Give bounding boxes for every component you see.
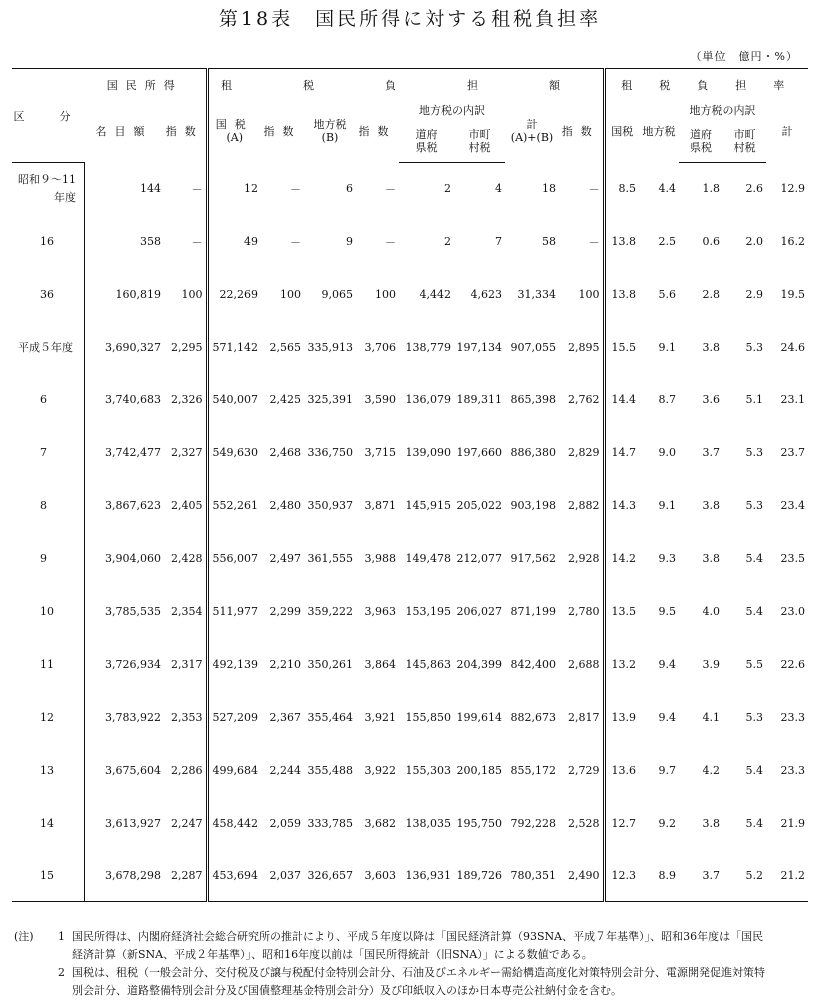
cell-national-income: 3,742,477 xyxy=(105,445,161,459)
cell-rate-total: 22.6 xyxy=(780,657,805,671)
cell-national-income-index: 2,428 xyxy=(164,532,207,585)
cell-local-tax: 359,222 xyxy=(307,604,353,618)
cell-rate-prefectural-tax: 4.1 xyxy=(702,710,720,724)
cell-national-tax: 49 xyxy=(244,235,258,248)
cell-rate-municipal-tax: 5.3 xyxy=(745,498,763,512)
cell-national-tax: 511,977 xyxy=(212,604,258,618)
cell-national-tax-index: 2,468 xyxy=(269,445,301,459)
cell-rate-national-tax: 14.7 xyxy=(611,445,636,459)
cell-local-tax: 361,555 xyxy=(307,551,353,565)
cell-total-tax-index: 2,882 xyxy=(559,479,604,532)
cell-rate-total: 21.9 xyxy=(780,816,805,830)
cell-rate-local-tax: 9.3 xyxy=(658,551,676,565)
cell-municipal-tax: 205,022 xyxy=(456,498,502,512)
cell-local-tax-index: 3,864 xyxy=(364,657,396,671)
header-rate-national: 国税 xyxy=(611,125,634,139)
table-row xyxy=(12,532,808,585)
header-ni-index: 指数 xyxy=(164,100,207,163)
table-row xyxy=(12,850,808,902)
cell-rate-municipal-tax: 5.2 xyxy=(723,850,766,902)
cell-total-tax: 31,334 xyxy=(517,288,556,301)
cell-rate-total: 23.3 xyxy=(780,763,805,777)
cell-municipal-tax: 199,614 xyxy=(456,710,502,724)
cell-national-income-index: 2,247 xyxy=(164,797,207,850)
cell-rate-municipal-tax: 5.3 xyxy=(745,445,763,459)
cell-local-tax-index: 3,871 xyxy=(364,498,396,512)
cell-local-tax: 6 xyxy=(346,182,353,195)
cell-rate-national-tax: 13.6 xyxy=(611,763,636,777)
table-row xyxy=(12,585,808,638)
cell-national-income: 3,783,922 xyxy=(105,710,161,724)
cell-municipal-tax: 200,185 xyxy=(456,763,502,777)
cell-national-income: 3,904,060 xyxy=(105,551,161,565)
cell-national-tax: 540,007 xyxy=(212,393,258,406)
row-label: 平成５年度 xyxy=(12,321,84,374)
cell-rate-local-tax: 5.6 xyxy=(658,288,676,301)
header-local-breakdown: 地方税の内訳 xyxy=(419,104,485,117)
cell-municipal-tax: 189,311 xyxy=(456,393,502,406)
cell-local-tax: 9,065 xyxy=(321,288,353,301)
cell-total-tax: 907,055 xyxy=(510,340,556,354)
cell-national-tax-index: 2,565 xyxy=(269,340,301,354)
cell-local-tax: 350,937 xyxy=(307,498,353,512)
cell-rate-total: 21.2 xyxy=(766,850,808,902)
cell-rate-municipal-tax: 5.4 xyxy=(745,551,763,565)
header-prefectural: 道府 県税 xyxy=(399,120,454,163)
cell-local-tax-index: 3,921 xyxy=(364,710,396,724)
cell-rate-total: 12.9 xyxy=(780,182,805,195)
row-label: 14 xyxy=(12,797,84,850)
row-label: 13 xyxy=(12,744,84,797)
row-label: 12 xyxy=(12,691,84,744)
note-2 xyxy=(14,964,810,1000)
table-row xyxy=(12,691,808,744)
cell-rate-prefectural-tax: 3.8 xyxy=(702,816,720,830)
cell-local-tax: 325,391 xyxy=(307,393,353,406)
cell-rate-local-tax: 9.1 xyxy=(658,498,676,512)
cell-rate-municipal-tax: 2.6 xyxy=(745,182,763,196)
cell-local-tax-index: 3,715 xyxy=(364,445,396,459)
cell-prefectural-tax: 4,442 xyxy=(419,288,451,301)
cell-total-tax-index: － xyxy=(559,215,604,269)
cell-national-tax: 552,261 xyxy=(212,498,258,512)
header-national-tax: 国税 (A) xyxy=(215,118,254,145)
cell-national-income-index: 2,327 xyxy=(164,426,207,479)
cell-national-income-index: 2,354 xyxy=(164,585,207,638)
cell-total-tax-index: 2,817 xyxy=(559,691,604,744)
cell-total-tax: 871,199 xyxy=(510,604,556,618)
cell-rate-prefectural-tax: 3.8 xyxy=(702,498,720,512)
table-row xyxy=(12,269,808,321)
cell-national-tax-index: － xyxy=(290,182,301,196)
header-tax-burden-rate: 租 税 負 担 率 xyxy=(604,69,808,101)
cell-rate-prefectural-tax: 1.8 xyxy=(702,182,720,196)
cell-total-tax-index: 2,895 xyxy=(559,321,604,374)
unit-label: （単位 億円・%） xyxy=(690,50,798,63)
cell-rate-national-tax: 8.5 xyxy=(618,182,636,195)
cell-prefectural-tax: 149,478 xyxy=(405,551,451,565)
table-row xyxy=(12,797,808,850)
cell-rate-national-tax: 13.2 xyxy=(611,657,636,671)
cell-national-income-index: 2,353 xyxy=(164,691,207,744)
cell-total-tax: 842,400 xyxy=(510,657,556,671)
cell-rate-national-tax: 12.7 xyxy=(611,816,636,830)
cell-rate-local-tax: 9.4 xyxy=(658,710,676,724)
cell-national-income-index: 2,317 xyxy=(164,638,207,691)
header-kubun: 区 分 xyxy=(12,69,84,163)
cell-national-income-index: － xyxy=(164,215,207,269)
cell-rate-municipal-tax: 2.9 xyxy=(745,288,763,301)
cell-municipal-tax: 197,134 xyxy=(456,340,502,354)
cell-total-tax-index: 2,928 xyxy=(559,532,604,585)
cell-rate-total: 19.5 xyxy=(780,288,805,301)
table-row xyxy=(12,321,808,374)
cell-local-tax: 335,913 xyxy=(307,340,353,354)
cell-rate-local-tax: 9.4 xyxy=(658,657,676,671)
cell-national-tax-index: － xyxy=(290,235,301,249)
header-total-index: 指数 xyxy=(559,100,604,163)
cell-local-tax: 333,785 xyxy=(307,816,353,830)
page-title: 第18表 国民所得に対する租税負担率 xyxy=(218,8,602,30)
header-local-tax: 地方税 (B) xyxy=(313,118,347,145)
cell-total-tax: 792,228 xyxy=(510,816,556,830)
row-label: 36 xyxy=(12,269,84,321)
cell-national-income: 3,740,683 xyxy=(105,393,161,406)
table-row xyxy=(12,479,808,532)
cell-national-income: 3,678,298 xyxy=(84,850,164,902)
table-row xyxy=(12,638,808,691)
cell-prefectural-tax: 138,779 xyxy=(405,340,451,354)
cell-rate-municipal-tax: 5.5 xyxy=(745,657,763,671)
cell-rate-total: 23.5 xyxy=(780,551,805,565)
cell-national-tax: 453,694 xyxy=(207,850,261,902)
cell-municipal-tax: 7 xyxy=(495,235,502,248)
cell-prefectural-tax: 145,863 xyxy=(405,657,451,671)
cell-rate-local-tax: 9.2 xyxy=(658,816,676,830)
cell-rate-prefectural-tax: 3.8 xyxy=(702,340,720,354)
cell-rate-total: 23.4 xyxy=(780,498,805,512)
header-municipal: 市町 村税 xyxy=(454,120,505,163)
cell-local-tax-index: 3,590 xyxy=(364,393,396,406)
cell-total-tax: 58 xyxy=(542,235,556,248)
cell-local-tax: 355,464 xyxy=(307,710,353,724)
cell-rate-national-tax: 13.8 xyxy=(611,235,636,248)
cell-prefectural-tax: 2 xyxy=(444,235,451,248)
cell-rate-total: 23.3 xyxy=(780,710,805,724)
cell-total-tax: 903,198 xyxy=(510,498,556,512)
cell-municipal-tax: 204,399 xyxy=(456,657,502,671)
cell-national-income: 3,690,327 xyxy=(105,340,161,354)
header-rate-municipal: 市町 村税 xyxy=(723,120,766,163)
header-rate-prefectural: 道府 県税 xyxy=(679,120,723,163)
cell-total-tax-index: 2,829 xyxy=(559,426,604,479)
cell-local-tax-index: 3,988 xyxy=(364,551,396,565)
cell-local-tax-index: 3,706 xyxy=(364,340,396,354)
cell-rate-local-tax: 9.1 xyxy=(658,340,676,354)
cell-rate-local-tax: 8.9 xyxy=(639,850,679,902)
cell-local-tax-index: － xyxy=(385,235,396,249)
cell-total-tax: 18 xyxy=(542,182,556,195)
note-1-number: 1 xyxy=(58,930,65,943)
notes-label: (注) xyxy=(14,930,34,943)
cell-national-tax-index: 2,037 xyxy=(261,850,304,902)
header-tax-burden-amount: 租 税 負 担 額 xyxy=(207,69,604,101)
cell-prefectural-tax: 136,931 xyxy=(399,850,454,902)
cell-prefectural-tax: 139,090 xyxy=(405,445,451,459)
cell-rate-prefectural-tax: 3.8 xyxy=(702,551,720,565)
cell-prefectural-tax: 155,850 xyxy=(405,710,451,724)
cell-prefectural-tax: 153,195 xyxy=(405,604,451,618)
cell-rate-local-tax: 8.7 xyxy=(658,393,676,406)
cell-national-tax-index: 2,480 xyxy=(269,498,301,512)
cell-municipal-tax: 206,027 xyxy=(456,604,502,618)
cell-national-income: 3,613,927 xyxy=(105,816,161,830)
cell-total-tax-index: 2,780 xyxy=(559,585,604,638)
cell-rate-municipal-tax: 2.0 xyxy=(745,235,763,248)
cell-rate-prefectural-tax: 3.9 xyxy=(702,657,720,671)
cell-rate-national-tax: 13.5 xyxy=(611,604,636,618)
cell-national-tax: 22,269 xyxy=(219,288,258,301)
cell-local-tax-index: 3,682 xyxy=(364,816,396,830)
cell-rate-prefectural-tax: 0.6 xyxy=(702,235,720,248)
cell-national-tax-index: 2,425 xyxy=(269,393,301,406)
cell-rate-local-tax: 9.0 xyxy=(658,445,676,459)
cell-municipal-tax: 189,726 xyxy=(454,850,505,902)
cell-national-tax-index: 2,244 xyxy=(269,763,301,777)
row-label: 8 xyxy=(12,479,84,532)
cell-rate-total: 23.0 xyxy=(780,604,805,618)
cell-rate-national-tax: 15.5 xyxy=(611,340,636,354)
cell-total-tax-index: 2,729 xyxy=(559,744,604,797)
header-rate-local-breakdown: 地方税の内訳 xyxy=(689,104,756,117)
cell-national-income: 3,867,623 xyxy=(105,498,161,512)
cell-rate-local-tax: 9.7 xyxy=(658,763,676,777)
cell-local-tax-index: 3,603 xyxy=(356,850,399,902)
cell-rate-national-tax: 14.2 xyxy=(611,551,636,565)
note-1-line-2: 経済計算（新SNA、平成２年基準）」、昭和16年度以前は「国民所得統計（旧SNA）」による数値である。 xyxy=(72,948,593,961)
table-row xyxy=(12,426,808,479)
cell-rate-municipal-tax: 5.1 xyxy=(745,393,763,406)
cell-national-tax-index: 2,059 xyxy=(269,816,301,830)
cell-national-income-index: 2,287 xyxy=(164,850,207,902)
tax-burden-table xyxy=(12,68,808,902)
cell-prefectural-tax: 2 xyxy=(444,182,451,196)
cell-national-tax: 556,007 xyxy=(212,551,258,565)
cell-national-income: 144 xyxy=(140,182,161,195)
cell-national-tax: 499,684 xyxy=(212,763,258,777)
cell-local-tax-index: 100 xyxy=(375,288,396,301)
cell-national-income-index: 2,326 xyxy=(164,374,207,426)
cell-national-tax-index: 2,210 xyxy=(269,657,301,671)
cell-total-tax: 882,673 xyxy=(510,710,556,724)
cell-rate-local-tax: 4.4 xyxy=(658,182,676,195)
note-1 xyxy=(14,928,810,964)
cell-national-tax-index: 2,497 xyxy=(269,551,301,565)
cell-total-tax: 886,380 xyxy=(510,445,556,459)
header-rate-total: 計 xyxy=(781,125,793,139)
row-label: 7 xyxy=(12,426,84,479)
cell-rate-total: 23.7 xyxy=(780,445,805,459)
header-lt-index: 指数 xyxy=(358,125,397,139)
cell-total-tax: 865,398 xyxy=(510,393,556,406)
cell-local-tax: 336,750 xyxy=(307,445,353,459)
cell-rate-municipal-tax: 5.4 xyxy=(745,604,763,618)
cell-rate-total: 23.1 xyxy=(780,393,805,406)
cell-rate-total: 16.2 xyxy=(780,235,805,248)
cell-municipal-tax: 212,077 xyxy=(456,551,502,565)
cell-national-tax: 458,442 xyxy=(212,816,258,830)
cell-national-tax: 549,630 xyxy=(212,445,258,459)
cell-national-income-index: 2,295 xyxy=(164,321,207,374)
cell-rate-prefectural-tax: 3.6 xyxy=(702,393,720,406)
cell-rate-total: 24.6 xyxy=(780,340,805,354)
cell-local-tax: 326,657 xyxy=(304,850,356,902)
row-label: 6 xyxy=(12,374,84,426)
cell-national-income: 358 xyxy=(140,235,161,248)
cell-rate-local-tax: 9.5 xyxy=(658,604,676,618)
cell-national-income-index: 2,286 xyxy=(164,744,207,797)
cell-total-tax-index: 2,528 xyxy=(559,797,604,850)
cell-rate-national-tax: 13.8 xyxy=(611,288,636,301)
cell-total-tax-index: 2,762 xyxy=(559,374,604,426)
row-label: 11 xyxy=(12,638,84,691)
note-2-line-1: 国税は、租税（一般会計分、交付税及び譲与税配付金特別会計分、石油及びエネルギー需給構造高度化対策特別会計分、電源開発促進対策特 xyxy=(72,966,765,979)
cell-local-tax-index: 3,963 xyxy=(364,604,396,618)
cell-total-tax: 917,562 xyxy=(510,551,556,565)
header-rate-local: 地方税 xyxy=(642,125,676,139)
cell-rate-national-tax: 14.4 xyxy=(611,393,636,406)
cell-national-tax-index: 2,299 xyxy=(269,604,301,618)
note-2-line-2: 別会計分、道路整備特別会計分及び国債整理基金特別会計分）及び印紙収入のほか日本専売公社納付金を含む。 xyxy=(72,984,622,997)
cell-rate-prefectural-tax: 3.7 xyxy=(702,445,720,459)
cell-national-tax-index: 2,367 xyxy=(269,710,301,724)
cell-national-tax: 12 xyxy=(244,182,258,195)
header-national-income: 国民所得 xyxy=(84,69,207,101)
table-row xyxy=(12,744,808,797)
cell-total-tax-index: － xyxy=(559,163,604,215)
cell-rate-national-tax: 12.3 xyxy=(604,850,639,902)
cell-national-income: 160,819 xyxy=(115,288,161,301)
cell-local-tax-index: 3,922 xyxy=(364,763,396,777)
cell-national-income-index: 100 xyxy=(164,269,207,321)
cell-rate-municipal-tax: 5.3 xyxy=(745,340,763,354)
cell-national-tax: 527,209 xyxy=(212,710,258,724)
cell-prefectural-tax: 145,915 xyxy=(405,498,451,512)
row-label: 昭和９～11 年度 xyxy=(12,163,84,215)
row-label: 10 xyxy=(12,585,84,638)
cell-rate-national-tax: 13.9 xyxy=(611,710,636,724)
cell-municipal-tax: 4,623 xyxy=(470,288,502,301)
row-label: 16 xyxy=(12,215,84,269)
cell-total-tax-index: 2,490 xyxy=(559,850,604,902)
cell-prefectural-tax: 155,303 xyxy=(405,763,451,777)
cell-municipal-tax: 4 xyxy=(495,182,502,196)
cell-rate-municipal-tax: 5.3 xyxy=(745,710,763,724)
cell-national-tax-index: 100 xyxy=(280,288,301,301)
cell-national-income-index: 2,405 xyxy=(164,479,207,532)
cell-rate-prefectural-tax: 2.8 xyxy=(702,288,720,301)
header-total: 計 (A)+(B) xyxy=(510,118,554,145)
cell-rate-prefectural-tax: 4.2 xyxy=(702,763,720,777)
cell-local-tax: 9 xyxy=(346,235,353,248)
note-2-number: 2 xyxy=(58,966,65,979)
cell-national-income: 3,785,535 xyxy=(105,604,161,618)
cell-municipal-tax: 195,750 xyxy=(456,816,502,830)
cell-national-income-index: － xyxy=(164,163,207,215)
notes xyxy=(14,928,810,1000)
cell-local-tax-index: － xyxy=(385,182,396,196)
cell-rate-municipal-tax: 5.4 xyxy=(745,816,763,830)
cell-prefectural-tax: 136,079 xyxy=(405,393,451,406)
cell-total-tax-index: 2,688 xyxy=(559,638,604,691)
table-row xyxy=(12,163,808,215)
cell-rate-local-tax: 2.5 xyxy=(658,235,676,248)
cell-total-tax-index: 100 xyxy=(559,269,604,321)
cell-national-income: 3,726,934 xyxy=(105,657,161,671)
note-1-line-1: 国民所得は、内閣府経済社会総合研究所の推計により、平成５年度以降は「国民経済計算（93SNA、平成７年基準）」、昭和36年度は「国民 xyxy=(72,930,764,943)
cell-national-tax: 571,142 xyxy=(212,340,258,354)
row-label: 9 xyxy=(12,532,84,585)
cell-total-tax: 855,172 xyxy=(510,763,556,777)
cell-rate-prefectural-tax: 4.0 xyxy=(702,604,720,618)
cell-rate-municipal-tax: 5.4 xyxy=(745,763,763,777)
table-row xyxy=(12,215,808,269)
cell-prefectural-tax: 138,035 xyxy=(405,816,451,830)
cell-rate-national-tax: 14.3 xyxy=(611,498,636,512)
header-nominal: 名目額 xyxy=(95,125,153,139)
cell-local-tax: 350,261 xyxy=(307,657,353,671)
table-row xyxy=(12,374,808,426)
cell-municipal-tax: 197,660 xyxy=(456,445,502,459)
cell-national-income: 3,675,604 xyxy=(105,763,161,777)
row-label: 15 xyxy=(12,850,84,902)
cell-local-tax: 355,488 xyxy=(307,763,353,777)
table-body xyxy=(12,163,808,902)
cell-rate-prefectural-tax: 3.7 xyxy=(679,850,723,902)
cell-total-tax: 780,351 xyxy=(505,850,559,902)
cell-national-tax: 492,139 xyxy=(212,657,258,671)
header-nt-index: 指数 xyxy=(263,125,302,139)
